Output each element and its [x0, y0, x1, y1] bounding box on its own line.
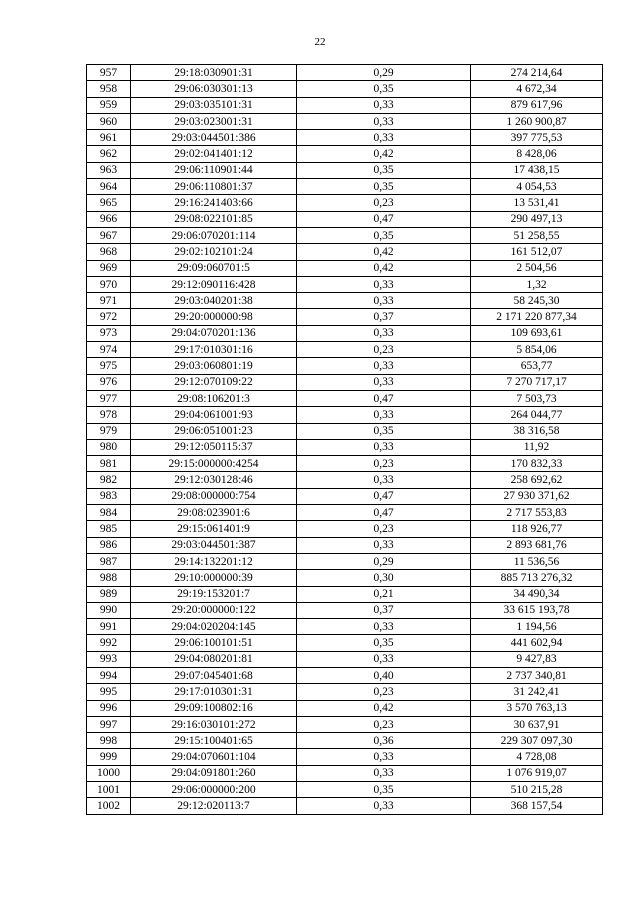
table-row — [87, 488, 603, 504]
row-number-cell: 979 — [87, 423, 131, 439]
value-cell: 441 602,94 — [471, 635, 603, 651]
table-row — [87, 146, 603, 162]
row-number-cell: 962 — [87, 146, 131, 162]
value-cell: 38 316,58 — [471, 423, 603, 439]
value-cell: 27 930 371,62 — [471, 488, 603, 504]
cadastral-number-cell: 29:04:091801:260 — [131, 765, 297, 781]
value-cell: 3 570 763,13 — [471, 700, 603, 716]
cadastral-number-cell: 29:12:050115:37 — [131, 439, 297, 455]
row-number-cell: 992 — [87, 635, 131, 651]
value-cell: 2 893 681,76 — [471, 537, 603, 553]
rate-cell: 0,33 — [297, 765, 471, 781]
cadastral-number-cell: 29:03:023001:31 — [131, 113, 297, 129]
value-cell: 510 215,28 — [471, 782, 603, 798]
rate-cell: 0,47 — [297, 488, 471, 504]
cadastral-number-cell: 29:15:061401:9 — [131, 521, 297, 537]
cadastral-number-cell: 29:06:110901:44 — [131, 162, 297, 178]
table-row — [87, 586, 603, 602]
table-row — [87, 227, 603, 243]
cadastral-number-cell: 29:20:000000:98 — [131, 309, 297, 325]
value-cell: 4 054,53 — [471, 179, 603, 195]
value-cell: 109 693,61 — [471, 325, 603, 341]
cadastral-number-cell: 29:08:106201:3 — [131, 390, 297, 406]
value-cell: 161 512,07 — [471, 244, 603, 260]
table-row — [87, 195, 603, 211]
row-number-cell: 988 — [87, 570, 131, 586]
table-row — [87, 276, 603, 292]
table-row — [87, 782, 603, 798]
rate-cell: 0,40 — [297, 667, 471, 683]
value-cell: 368 157,54 — [471, 798, 603, 814]
value-cell: 34 490,34 — [471, 586, 603, 602]
row-number-cell: 957 — [87, 65, 131, 81]
row-number-cell: 958 — [87, 81, 131, 97]
table-row — [87, 374, 603, 390]
cadastral-number-cell: 29:03:040201:38 — [131, 293, 297, 309]
row-number-cell: 974 — [87, 342, 131, 358]
rate-cell: 0,42 — [297, 700, 471, 716]
table-row — [87, 244, 603, 260]
value-cell: 31 242,41 — [471, 684, 603, 700]
value-cell: 7 270 717,17 — [471, 374, 603, 390]
row-number-cell: 972 — [87, 309, 131, 325]
cadastral-number-cell: 29:06:070201:114 — [131, 227, 297, 243]
row-number-cell: 980 — [87, 439, 131, 455]
row-number-cell: 995 — [87, 684, 131, 700]
row-number-cell: 986 — [87, 537, 131, 553]
table-row — [87, 65, 603, 81]
table-row — [87, 651, 603, 667]
table-row — [87, 700, 603, 716]
value-cell: 1 260 900,87 — [471, 113, 603, 129]
row-number-cell: 969 — [87, 260, 131, 276]
cadastral-number-cell: 29:04:020204:145 — [131, 619, 297, 635]
rate-cell: 0,33 — [297, 651, 471, 667]
rate-cell: 0,30 — [297, 570, 471, 586]
table-row — [87, 390, 603, 406]
table-row — [87, 293, 603, 309]
row-number-cell: 981 — [87, 456, 131, 472]
table-row — [87, 684, 603, 700]
rate-cell: 0,37 — [297, 602, 471, 618]
cadastral-number-cell: 29:15:100401:65 — [131, 733, 297, 749]
value-cell: 879 617,96 — [471, 97, 603, 113]
cadastral-number-cell: 29:12:070109:22 — [131, 374, 297, 390]
row-number-cell: 998 — [87, 733, 131, 749]
table-row — [87, 81, 603, 97]
value-cell: 17 438,15 — [471, 162, 603, 178]
cadastral-number-cell: 29:10:000000:39 — [131, 570, 297, 586]
cadastral-number-cell: 29:12:020113:7 — [131, 798, 297, 814]
row-number-cell: 961 — [87, 130, 131, 146]
cadastral-number-cell: 29:09:100802:16 — [131, 700, 297, 716]
value-cell: 2 717 553,83 — [471, 505, 603, 521]
cadastral-number-cell: 29:14:132201:12 — [131, 553, 297, 569]
rate-cell: 0,35 — [297, 423, 471, 439]
cadastral-number-cell: 29:19:153201:7 — [131, 586, 297, 602]
table-row — [87, 97, 603, 113]
table-body — [87, 65, 603, 815]
cadastral-number-cell: 29:04:070201:136 — [131, 325, 297, 341]
page-number: 22 — [314, 36, 326, 48]
rate-cell: 0,33 — [297, 130, 471, 146]
value-cell: 58 245,30 — [471, 293, 603, 309]
rate-cell: 0,33 — [297, 276, 471, 292]
row-number-cell: 976 — [87, 374, 131, 390]
rate-cell: 0,33 — [297, 113, 471, 129]
rate-cell: 0,42 — [297, 260, 471, 276]
value-cell: 2 737 340,81 — [471, 667, 603, 683]
row-number-cell: 1000 — [87, 765, 131, 781]
rate-cell: 0,33 — [297, 325, 471, 341]
row-number-cell: 993 — [87, 651, 131, 667]
value-cell: 170 832,33 — [471, 456, 603, 472]
table-row — [87, 716, 603, 732]
value-cell: 51 258,55 — [471, 227, 603, 243]
rate-cell: 0,23 — [297, 456, 471, 472]
row-number-cell: 1002 — [87, 798, 131, 814]
value-cell: 885 713 276,32 — [471, 570, 603, 586]
value-cell: 7 503,73 — [471, 390, 603, 406]
table-row — [87, 749, 603, 765]
row-number-cell: 978 — [87, 407, 131, 423]
cadastral-number-cell: 29:07:045401:68 — [131, 667, 297, 683]
table-row — [87, 553, 603, 569]
value-cell: 290 497,13 — [471, 211, 603, 227]
data-table — [86, 64, 603, 815]
rate-cell: 0,47 — [297, 505, 471, 521]
table-row — [87, 358, 603, 374]
cadastral-number-cell: 29:15:000000:4254 — [131, 456, 297, 472]
value-cell: 1,32 — [471, 276, 603, 292]
rate-cell: 0,23 — [297, 342, 471, 358]
table-row — [87, 162, 603, 178]
rate-cell: 0,37 — [297, 309, 471, 325]
table-row — [87, 521, 603, 537]
cadastral-number-cell: 29:08:000000:754 — [131, 488, 297, 504]
rate-cell: 0,35 — [297, 162, 471, 178]
value-cell: 8 428,06 — [471, 146, 603, 162]
value-cell: 118 926,77 — [471, 521, 603, 537]
row-number-cell: 967 — [87, 227, 131, 243]
row-number-cell: 964 — [87, 179, 131, 195]
cadastral-number-cell: 29:04:080201:81 — [131, 651, 297, 667]
value-cell: 33 615 193,78 — [471, 602, 603, 618]
cadastral-number-cell: 29:02:041401:12 — [131, 146, 297, 162]
rate-cell: 0,33 — [297, 749, 471, 765]
row-number-cell: 982 — [87, 472, 131, 488]
rate-cell: 0,47 — [297, 211, 471, 227]
value-cell: 1 076 919,07 — [471, 765, 603, 781]
value-cell: 11 536,56 — [471, 553, 603, 569]
table-row — [87, 342, 603, 358]
cadastral-number-cell: 29:04:061001:93 — [131, 407, 297, 423]
cadastral-number-cell: 29:08:022101:85 — [131, 211, 297, 227]
table-row — [87, 260, 603, 276]
table-row — [87, 211, 603, 227]
cadastral-number-cell: 29:02:102101:24 — [131, 244, 297, 260]
cadastral-number-cell: 29:08:023901:6 — [131, 505, 297, 521]
table-row — [87, 309, 603, 325]
rate-cell: 0,23 — [297, 195, 471, 211]
table-row — [87, 537, 603, 553]
cadastral-number-cell: 29:03:035101:31 — [131, 97, 297, 113]
row-number-cell: 959 — [87, 97, 131, 113]
row-number-cell: 960 — [87, 113, 131, 129]
row-number-cell: 994 — [87, 667, 131, 683]
value-cell: 1 194,56 — [471, 619, 603, 635]
table-row — [87, 635, 603, 651]
rate-cell: 0,29 — [297, 65, 471, 81]
value-cell: 264 044,77 — [471, 407, 603, 423]
table-row — [87, 619, 603, 635]
rate-cell: 0,35 — [297, 227, 471, 243]
rate-cell: 0,33 — [297, 537, 471, 553]
value-cell: 13 531,41 — [471, 195, 603, 211]
rate-cell: 0,33 — [297, 407, 471, 423]
value-cell: 11,92 — [471, 439, 603, 455]
value-cell: 653,77 — [471, 358, 603, 374]
value-cell: 4 728,08 — [471, 749, 603, 765]
rate-cell: 0,21 — [297, 586, 471, 602]
table-row — [87, 423, 603, 439]
cadastral-number-cell: 29:17:010301:16 — [131, 342, 297, 358]
value-cell: 258 692,62 — [471, 472, 603, 488]
value-cell: 9 427,83 — [471, 651, 603, 667]
cadastral-number-cell: 29:06:030301:13 — [131, 81, 297, 97]
rate-cell: 0,33 — [297, 472, 471, 488]
table-row — [87, 570, 603, 586]
cadastral-number-cell: 29:06:100101:51 — [131, 635, 297, 651]
table-row — [87, 733, 603, 749]
value-cell: 229 307 097,30 — [471, 733, 603, 749]
rate-cell: 0,47 — [297, 390, 471, 406]
cadastral-number-cell: 29:06:000000:200 — [131, 782, 297, 798]
rate-cell: 0,42 — [297, 146, 471, 162]
table-row — [87, 407, 603, 423]
value-cell: 397 775,53 — [471, 130, 603, 146]
row-number-cell: 963 — [87, 162, 131, 178]
table-row — [87, 602, 603, 618]
value-cell: 4 672,34 — [471, 81, 603, 97]
rate-cell: 0,33 — [297, 293, 471, 309]
rate-cell: 0,33 — [297, 439, 471, 455]
table-row — [87, 179, 603, 195]
cadastral-number-cell: 29:20:000000:122 — [131, 602, 297, 618]
table-row — [87, 472, 603, 488]
cadastral-number-cell: 29:06:110801:37 — [131, 179, 297, 195]
row-number-cell: 984 — [87, 505, 131, 521]
row-number-cell: 996 — [87, 700, 131, 716]
row-number-cell: 977 — [87, 390, 131, 406]
rate-cell: 0,33 — [297, 358, 471, 374]
cadastral-number-cell: 29:16:241403:66 — [131, 195, 297, 211]
rate-cell: 0,33 — [297, 374, 471, 390]
row-number-cell: 987 — [87, 553, 131, 569]
rate-cell: 0,33 — [297, 798, 471, 814]
table-row — [87, 113, 603, 129]
table-row — [87, 325, 603, 341]
rate-cell: 0,35 — [297, 179, 471, 195]
rate-cell: 0,36 — [297, 733, 471, 749]
table-row — [87, 667, 603, 683]
row-number-cell: 965 — [87, 195, 131, 211]
row-number-cell: 985 — [87, 521, 131, 537]
cadastral-number-cell: 29:17:010301:31 — [131, 684, 297, 700]
cadastral-number-cell: 29:04:070601:104 — [131, 749, 297, 765]
cadastral-number-cell: 29:12:030128:46 — [131, 472, 297, 488]
row-number-cell: 991 — [87, 619, 131, 635]
table-row — [87, 456, 603, 472]
cadastral-number-cell: 29:12:090116:428 — [131, 276, 297, 292]
rate-cell: 0,35 — [297, 782, 471, 798]
table-row — [87, 798, 603, 814]
cadastral-number-cell: 29:03:044501:386 — [131, 130, 297, 146]
cadastral-number-cell: 29:09:060701:5 — [131, 260, 297, 276]
row-number-cell: 970 — [87, 276, 131, 292]
row-number-cell: 971 — [87, 293, 131, 309]
row-number-cell: 975 — [87, 358, 131, 374]
rate-cell: 0,42 — [297, 244, 471, 260]
table-row — [87, 130, 603, 146]
rate-cell: 0,23 — [297, 521, 471, 537]
row-number-cell: 1001 — [87, 782, 131, 798]
row-number-cell: 989 — [87, 586, 131, 602]
cadastral-number-cell: 29:18:030901:31 — [131, 65, 297, 81]
row-number-cell: 983 — [87, 488, 131, 504]
rate-cell: 0,23 — [297, 716, 471, 732]
cadastral-number-cell: 29:16:030101:272 — [131, 716, 297, 732]
value-cell: 2 504,56 — [471, 260, 603, 276]
rate-cell: 0,23 — [297, 684, 471, 700]
rate-cell: 0,35 — [297, 81, 471, 97]
row-number-cell: 966 — [87, 211, 131, 227]
rate-cell: 0,35 — [297, 635, 471, 651]
value-cell: 274 214,64 — [471, 65, 603, 81]
row-number-cell: 997 — [87, 716, 131, 732]
rate-cell: 0,33 — [297, 619, 471, 635]
rate-cell: 0,33 — [297, 97, 471, 113]
table-row — [87, 765, 603, 781]
cadastral-number-cell: 29:03:044501:387 — [131, 537, 297, 553]
value-cell: 5 854,06 — [471, 342, 603, 358]
row-number-cell: 968 — [87, 244, 131, 260]
value-cell: 30 637,91 — [471, 716, 603, 732]
table-row — [87, 505, 603, 521]
row-number-cell: 973 — [87, 325, 131, 341]
rate-cell: 0,29 — [297, 553, 471, 569]
value-cell: 2 171 220 877,34 — [471, 309, 603, 325]
row-number-cell: 990 — [87, 602, 131, 618]
cadastral-number-cell: 29:06:051001:23 — [131, 423, 297, 439]
row-number-cell: 999 — [87, 749, 131, 765]
cadastral-number-cell: 29:03:060801:19 — [131, 358, 297, 374]
table-row — [87, 439, 603, 455]
